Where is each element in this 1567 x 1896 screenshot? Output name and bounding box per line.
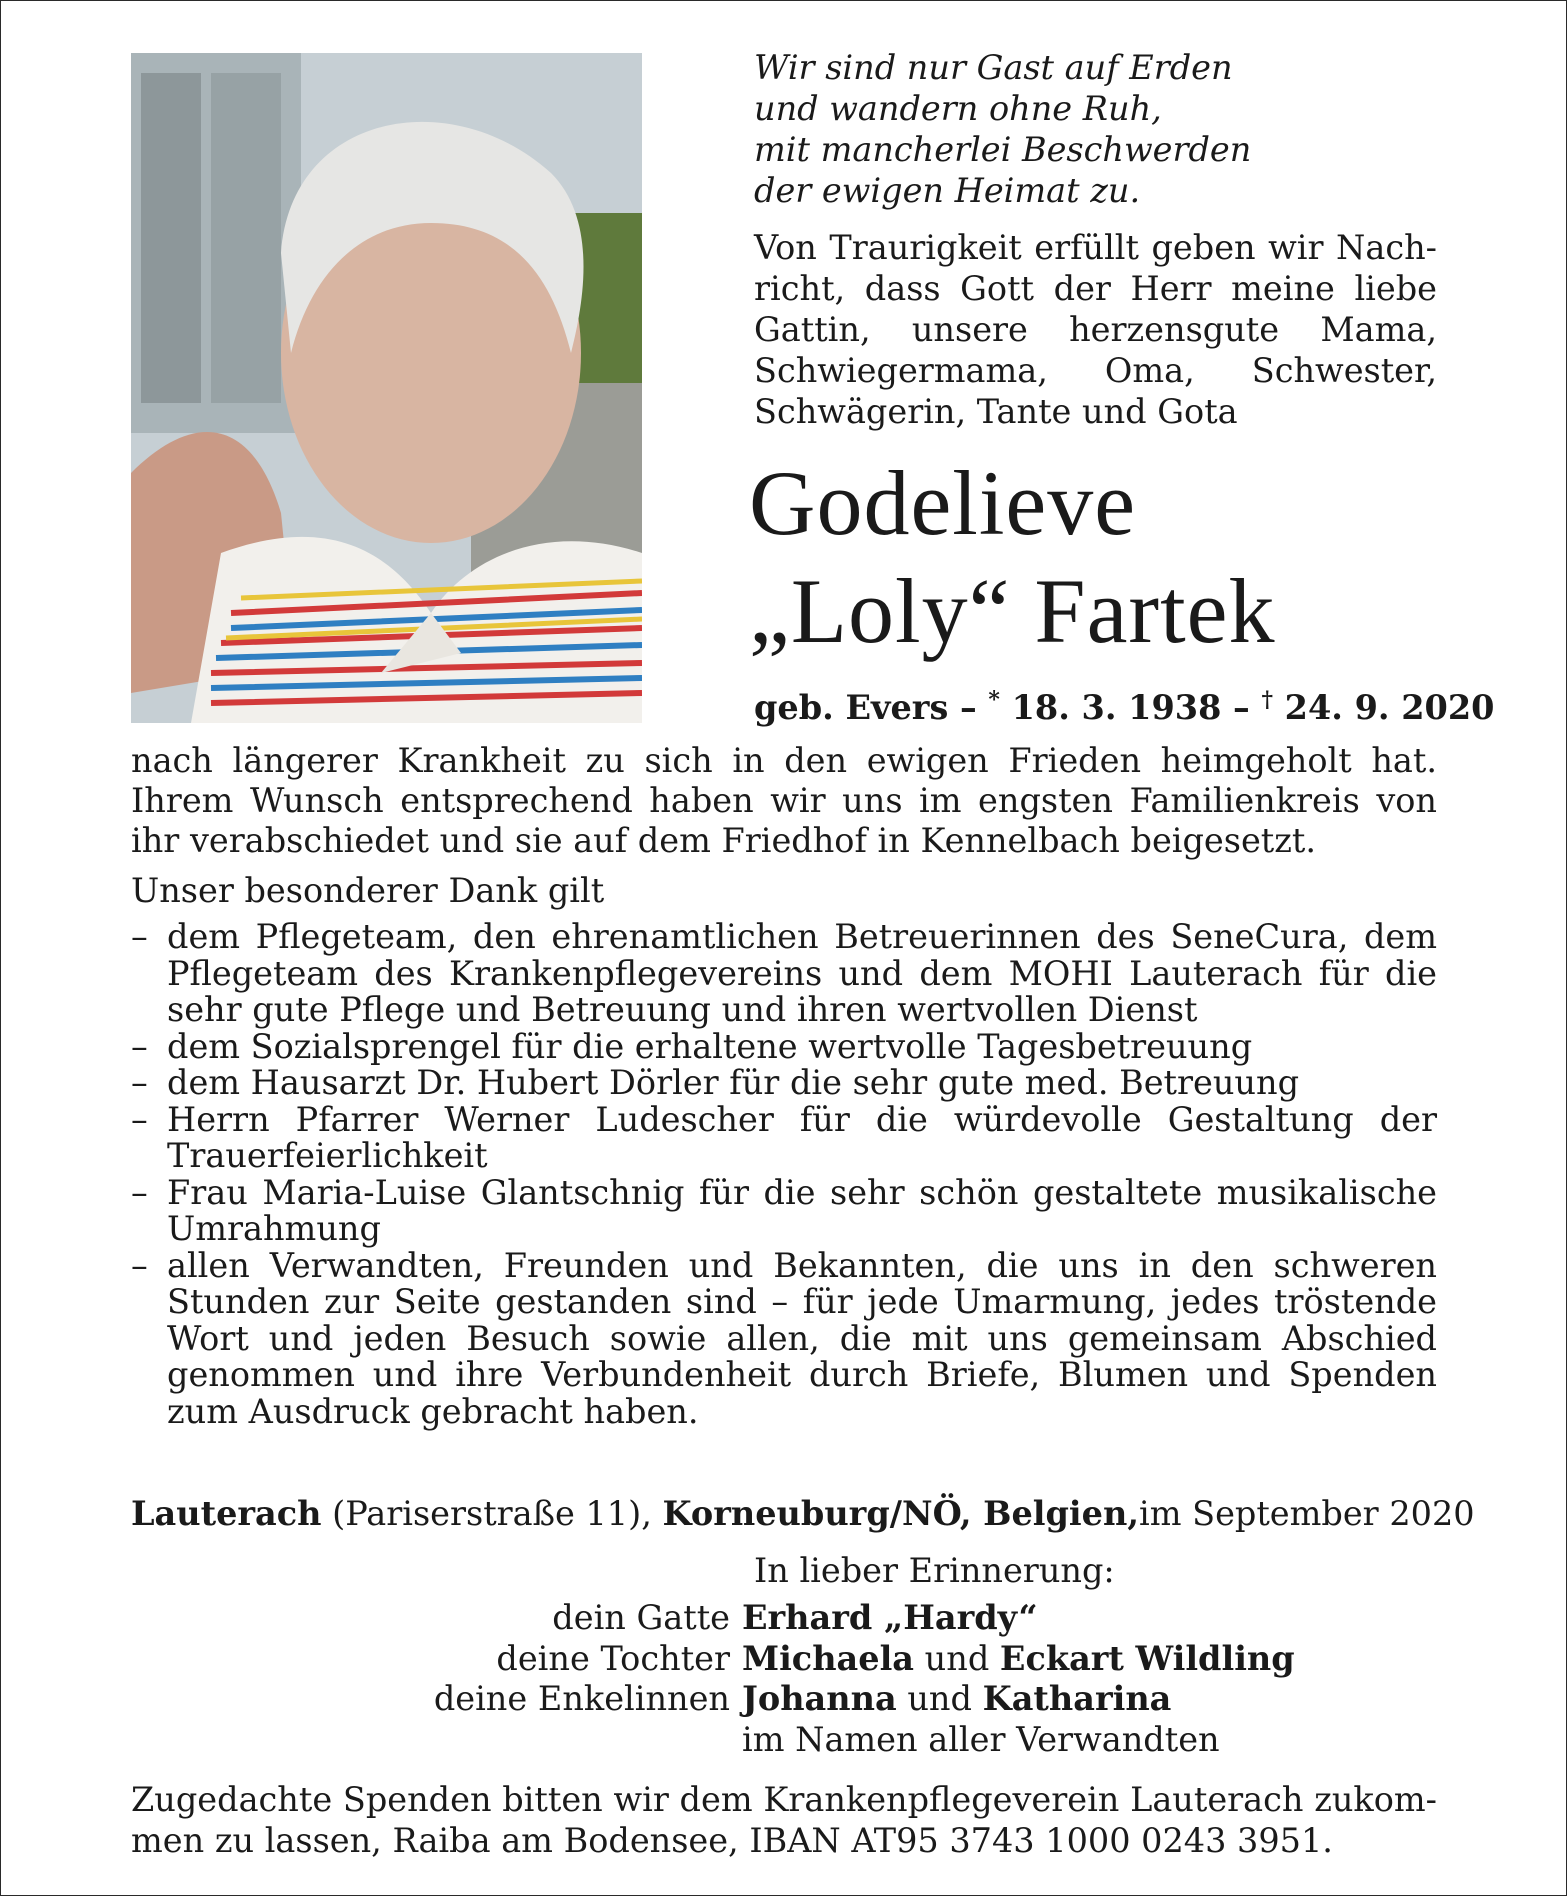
list-item — [131, 1245, 1437, 1431]
list-item-text: dem Hausarzt Dr. Hubert Dörler für die sehr gute med. Betreuung — [167, 1063, 1300, 1102]
life-dates — [754, 687, 1494, 727]
family-row — [131, 1598, 1437, 1639]
poem — [754, 47, 1251, 211]
place-date-line — [131, 1494, 1475, 1534]
list-item-text: Frau Maria-Luise Glantschnig für die sehr schön gestaltete musikalische Umrahmung — [167, 1172, 1437, 1248]
relation-label: dein Gatte — [552, 1598, 730, 1637]
dash-bullet: – — [131, 917, 148, 956]
family-row — [131, 1639, 1437, 1680]
granddaughter-name: Johanna — [742, 1679, 897, 1718]
poem-line: der ewigen Heimat zu. — [754, 171, 1141, 210]
city-korneuburg-belgien: Korneuburg/NÖ, Belgien, — [662, 1494, 1139, 1533]
relation-label-empty — [131, 1720, 742, 1761]
maiden-name: geb. Evers – — [754, 688, 989, 727]
relation-label: deine Enkelinnen — [433, 1679, 730, 1718]
list-item-text: allen Verwandten, Freunden und Bekannten, die uns in den schweren Stunden zur Seite gestanden sind – für jede Umarmung, jedes tröstende Wort und jeden Besuch sowie allen, die mit uns gemeinsam Abschied genommen und ihre Verbundenheit durch Briefe, Blumen und Spenden zum Ausdruck gebracht haben. — [167, 1245, 1437, 1431]
list-item — [131, 1026, 1437, 1066]
portrait-photo — [131, 53, 642, 723]
first-name: Godelieve — [749, 452, 1137, 554]
list-item-text: Herrn Pfarrer Werner Ludescher für die würdevolle Gestaltung der Trauerfeierlichkeit — [167, 1099, 1437, 1175]
relatives-note: im Namen aller Verwandten — [742, 1719, 1220, 1759]
dash-bullet: – — [131, 1245, 148, 1285]
birth-symbol: * — [988, 687, 1000, 713]
address: (Pariserstraße 11), — [321, 1494, 663, 1533]
list-item-text: dem Sozialsprengel für die erhaltene wertvolle Tagesbetreuung — [167, 1026, 1253, 1066]
dash-bullet: – — [131, 1172, 148, 1212]
poem-line: mit mancherlei Beschwerden — [754, 130, 1252, 169]
granddaughter-names — [742, 1679, 1437, 1720]
poem-line: Wir sind nur Gast auf Erden — [754, 48, 1233, 87]
memory-heading: In lieber Erinnerung: — [754, 1551, 1115, 1590]
dash-bullet: – — [131, 1063, 148, 1102]
daughter-names — [742, 1639, 1437, 1680]
son-in-law-name: Eckart Wildling — [999, 1638, 1295, 1678]
thanks-list — [131, 919, 1437, 1430]
thanks-title: Unser besonderer Dank gilt — [131, 871, 605, 910]
body-text: nach längerer Krankheit zu sich in den ewigen Frieden heimgeholt hat. Ihrem Wunsch entsprechend haben wir uns im engsten Familienkreis von ihr verabschiedet und sie auf dem Friedhof in Kennelbach beigesetzt. — [131, 741, 1437, 860]
conjunction: und — [896, 1679, 983, 1718]
husband-name: Erhard „Hardy“ — [742, 1598, 1038, 1637]
list-item — [131, 919, 1437, 1029]
death-date: 24. 9. 2020 — [1272, 688, 1495, 727]
dash-bullet: – — [131, 1026, 148, 1066]
death-symbol: † — [1261, 687, 1273, 713]
list-item — [131, 1099, 1437, 1175]
daughter-name: Michaela — [742, 1638, 915, 1678]
city-lauterach: Lauterach — [131, 1494, 322, 1533]
list-item — [131, 1172, 1437, 1248]
notice-date: im September 2020 — [1139, 1494, 1475, 1533]
conjunction: und — [914, 1638, 1000, 1678]
dash-bullet: – — [131, 1099, 148, 1139]
portrait-illustration — [131, 53, 642, 723]
intro-text: Von Traurigkeit erfüllt geben wir Nachricht, dass Gott der Herr meine liebe Gattin, unsere herzensgute Mama, Schwiegermama, Oma, Schwester, Schwägerin, Tante und Gota — [754, 228, 1437, 431]
family-row — [131, 1679, 1437, 1720]
granddaughter-name: Katharina — [982, 1679, 1172, 1718]
family-signatures — [131, 1598, 1437, 1760]
donation-text: Zugedachte Spenden bitten wir dem Krankenpflegeverein Lauterach zukommen zu lassen, Raiba am Bodensee, IBAN AT95 3743 1000 0243 3951. — [131, 1780, 1437, 1860]
list-item-text: dem Pflegeteam, den ehrenamtlichen Betreuerinnen des SeneCura, dem Pflegeteam des Krankenpflegevereins und dem MOHI Lauterach für die sehr gute Pflege und Betreuung und ihren wertvollen Dienst — [167, 917, 1437, 1029]
birth-date: 18. 3. 1938 – — [999, 688, 1262, 727]
nickname-surname: „Loly“ Fartek — [749, 560, 1276, 662]
relation-label: deine Tochter — [496, 1638, 730, 1678]
family-row — [131, 1720, 1437, 1761]
poem-line: und wandern ohne Ruh, — [754, 89, 1162, 128]
deceased-name — [749, 449, 1275, 665]
place-left — [131, 1494, 1139, 1534]
list-item — [131, 1065, 1437, 1102]
